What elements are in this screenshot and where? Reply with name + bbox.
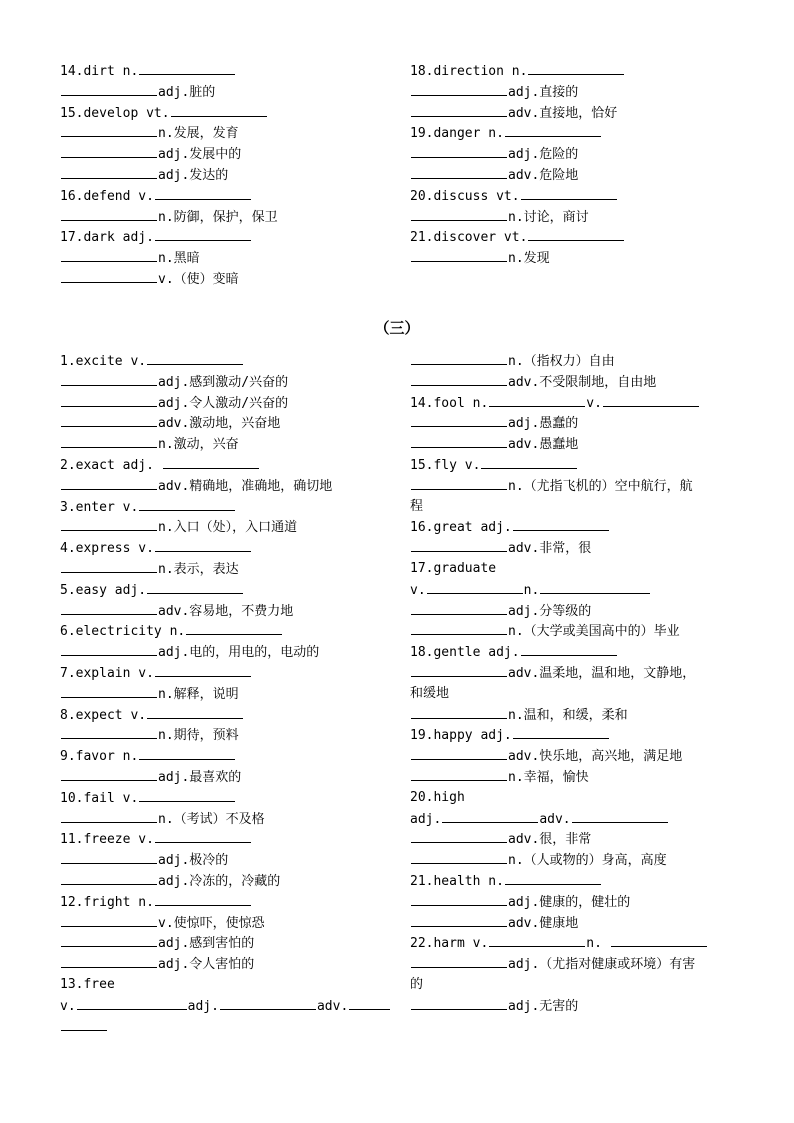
- vocab-line: [60, 61, 390, 82]
- vocab-line: [60, 601, 390, 622]
- answer-blank[interactable]: [61, 1017, 107, 1031]
- answer-blank[interactable]: [411, 248, 507, 262]
- answer-blank[interactable]: [61, 476, 157, 490]
- answer-blank[interactable]: [171, 103, 267, 117]
- definition-text: adj.令人激动/兴奋的: [158, 395, 289, 411]
- answer-blank[interactable]: [61, 913, 157, 927]
- vocab-line: [60, 642, 390, 663]
- vocab-line: [60, 393, 390, 414]
- vocab-line: [60, 123, 390, 144]
- answer-blank[interactable]: [61, 413, 157, 427]
- definition-text: adj.愚蠢的: [508, 416, 579, 432]
- vocab-line: [60, 705, 390, 726]
- definition-text: n.（指权力）自由: [508, 354, 615, 369]
- word-label: 22.harm v.: [410, 936, 489, 952]
- answer-blank[interactable]: [411, 538, 507, 552]
- definition-text: adv.非常，很: [508, 541, 592, 557]
- answer-blank[interactable]: [61, 559, 157, 573]
- vocab-line: [410, 497, 740, 518]
- answer-blank[interactable]: [411, 621, 507, 635]
- definition-text: adv.愚蠢地: [508, 437, 579, 453]
- definition-text: n.（人或物的）身高，高度: [508, 853, 667, 869]
- answer-blank[interactable]: [61, 871, 157, 885]
- vocab-line: [60, 538, 390, 559]
- answer-blank[interactable]: [186, 621, 282, 635]
- vocab-line: [60, 663, 390, 684]
- answer-blank[interactable]: [147, 705, 243, 719]
- word-label: 和缓地: [410, 685, 450, 701]
- word-label: 18.direction n.: [410, 64, 528, 79]
- answer-blank[interactable]: [61, 144, 157, 158]
- answer-blank[interactable]: [481, 455, 577, 469]
- word-label: 16.great adj.: [410, 520, 512, 536]
- vocab-line: [60, 144, 390, 165]
- answer-blank[interactable]: [411, 663, 507, 677]
- answer-blank[interactable]: [61, 850, 157, 864]
- vocab-line: [410, 933, 740, 954]
- answer-blank[interactable]: [61, 207, 157, 221]
- word-label: 3.enter v.: [60, 499, 139, 515]
- answer-blank[interactable]: [61, 684, 157, 698]
- vocab-line: [60, 248, 390, 269]
- definition-text: adj.感到害怕的: [158, 936, 255, 952]
- vocab-line: [60, 82, 390, 103]
- vocab-line: [410, 393, 740, 414]
- vocab-line: [60, 996, 390, 1017]
- definition-text: adj.极冷的: [158, 853, 229, 869]
- answer-blank[interactable]: [411, 767, 507, 781]
- answer-blank[interactable]: [611, 933, 707, 947]
- vocab-line: [60, 809, 390, 830]
- answer-blank[interactable]: [489, 933, 585, 947]
- answer-blank[interactable]: [61, 82, 157, 96]
- word-label: 10.fail v.: [60, 790, 139, 806]
- answer-blank[interactable]: [411, 476, 507, 490]
- answer-blank[interactable]: [528, 61, 624, 75]
- answer-blank[interactable]: [411, 82, 507, 96]
- answer-blank[interactable]: [411, 913, 507, 927]
- vocab-line: [410, 165, 740, 186]
- answer-blank[interactable]: [61, 601, 157, 615]
- definition-text: adv.危险地: [508, 167, 579, 183]
- definition-text: n.表示，表达: [158, 561, 239, 577]
- vocab-line: [410, 248, 740, 269]
- vocab-line: [60, 372, 390, 393]
- vocab-line: [60, 497, 390, 518]
- definition-text: adv.健康地: [508, 915, 579, 931]
- vocab-line: [60, 413, 390, 434]
- definition-text: adj.无害的: [508, 998, 579, 1014]
- answer-blank[interactable]: [163, 455, 259, 469]
- answer-blank[interactable]: [61, 165, 157, 179]
- definition-text: n.期待，预料: [158, 728, 239, 744]
- answer-blank[interactable]: [349, 996, 390, 1010]
- definition-text: n.讨论，商讨: [508, 209, 589, 225]
- vocab-line: [410, 61, 740, 82]
- vocab-line: [410, 892, 740, 913]
- vocab-line: [410, 601, 740, 622]
- vocab-line: [410, 850, 740, 871]
- definition-text: n.发现: [508, 251, 550, 267]
- definition-text: adj.冷冻的，冷藏的: [158, 873, 281, 889]
- answer-blank[interactable]: [155, 829, 251, 843]
- word-label: adj.: [410, 811, 442, 827]
- vocab-line: [60, 933, 390, 954]
- word-label: 的: [410, 976, 424, 992]
- definition-text: n.防御，保护，保卫: [158, 209, 278, 225]
- definition-text: adj.分等级的: [508, 603, 592, 619]
- answer-blank[interactable]: [61, 933, 157, 947]
- vocab-line: [410, 809, 740, 830]
- vocab-line: [410, 351, 740, 372]
- definition-text: n.（尤指飞机的）空中航行，航: [508, 478, 693, 494]
- definition-text: n.: [586, 936, 610, 952]
- bottom-left-column: [60, 351, 390, 1037]
- answer-blank[interactable]: [603, 393, 699, 407]
- answer-blank[interactable]: [489, 393, 585, 407]
- top-left-column: [60, 61, 390, 290]
- definition-text: n.幸福，愉快: [508, 769, 589, 785]
- definition-text: n.（大学或美国高中的）毕业: [508, 624, 680, 640]
- word-label: 15.develop vt.: [60, 105, 170, 121]
- vocab-line: [410, 954, 740, 975]
- vocab-line: [410, 144, 740, 165]
- vocab-line: [410, 684, 740, 705]
- vocab-line: [410, 559, 740, 580]
- answer-blank[interactable]: [139, 497, 235, 511]
- answer-blank[interactable]: [427, 580, 523, 594]
- answer-blank[interactable]: [61, 642, 157, 656]
- word-label: 17.dark adj.: [60, 230, 154, 246]
- answer-blank[interactable]: [411, 601, 507, 615]
- word-label: 19.danger n.: [410, 126, 504, 142]
- definition-text: n.发展，发育: [158, 126, 239, 142]
- word-label: v.: [410, 582, 426, 598]
- vocab-line: [410, 913, 740, 934]
- definition-text: adv.很，非常: [508, 832, 592, 848]
- vocab-line: [410, 788, 740, 809]
- definition-text: adv.温柔地，温和地，文静地，: [508, 665, 696, 681]
- vocab-line: [60, 850, 390, 871]
- word-label: 8.expect v.: [60, 707, 147, 723]
- word-label: 12.fright n.: [60, 894, 154, 910]
- vocab-line: [60, 269, 390, 290]
- word-label: 21.discover vt.: [410, 230, 528, 246]
- answer-blank[interactable]: [411, 746, 507, 760]
- answer-blank[interactable]: [61, 954, 157, 968]
- word-label: 14.dirt n.: [60, 64, 139, 79]
- definition-text: adj.电的，用电的，电动的: [158, 645, 320, 661]
- word-label: 14.fool n.: [410, 395, 489, 411]
- word-label: 20.high: [410, 789, 465, 805]
- answer-blank[interactable]: [139, 61, 235, 75]
- answer-blank[interactable]: [155, 227, 251, 241]
- vocab-line: [410, 580, 740, 601]
- vocab-line: [410, 829, 740, 850]
- word-label: 18.gentle adj.: [410, 645, 520, 661]
- answer-blank[interactable]: [411, 705, 507, 719]
- answer-blank[interactable]: [411, 103, 507, 117]
- answer-blank[interactable]: [528, 227, 624, 241]
- vocab-line: [60, 517, 390, 538]
- vocab-line: [410, 517, 740, 538]
- answer-blank[interactable]: [572, 809, 668, 823]
- answer-blank[interactable]: [155, 892, 251, 906]
- vocab-line: [410, 705, 740, 726]
- answer-blank[interactable]: [411, 165, 507, 179]
- definition-text: adv.精确地，准确地，确切地: [158, 478, 333, 494]
- definition-text: adj.发达的: [158, 167, 229, 183]
- vocab-line: [410, 725, 740, 746]
- answer-blank[interactable]: [411, 829, 507, 843]
- vocab-line: [410, 767, 740, 788]
- definition-text: adv.不受限制地，自由地: [508, 374, 657, 390]
- vocab-line: [60, 954, 390, 975]
- answer-blank[interactable]: [61, 725, 157, 739]
- definition-text: n.: [523, 582, 540, 598]
- bottom-right-column: [410, 351, 740, 1017]
- answer-blank[interactable]: [61, 517, 157, 531]
- vocab-line: [410, 476, 740, 497]
- answer-blank[interactable]: [411, 434, 507, 448]
- vocab-line: [60, 165, 390, 186]
- definition-text: adj.脏的: [158, 84, 216, 100]
- word-label: 2.exact adj.: [60, 457, 162, 473]
- definition-text: adv.激动地，兴奋地: [158, 416, 281, 432]
- answer-blank[interactable]: [61, 372, 157, 386]
- vocab-line: [410, 871, 740, 892]
- definition-text: n.黑暗: [158, 251, 200, 267]
- word-label: 20.discuss vt.: [410, 188, 520, 204]
- answer-blank[interactable]: [513, 725, 609, 739]
- vocab-line: [60, 621, 390, 642]
- vocab-line: [60, 913, 390, 934]
- word-label: 15.fly v.: [410, 457, 481, 473]
- definition-text: n.解释，说明: [158, 686, 239, 702]
- answer-blank[interactable]: [61, 393, 157, 407]
- definition-text: adj.令人害怕的: [158, 957, 255, 973]
- definition-text: adj.: [187, 998, 219, 1014]
- definition-text: n.温和，和缓，柔和: [508, 707, 628, 723]
- definition-text: v.: [586, 395, 602, 411]
- answer-blank[interactable]: [147, 580, 243, 594]
- vocab-line: [410, 975, 740, 996]
- vocab-line: [60, 892, 390, 913]
- vocab-line: [60, 580, 390, 601]
- vocab-line: [60, 227, 390, 248]
- vocab-line: [410, 227, 740, 248]
- vocab-line: [60, 476, 390, 497]
- word-label: 16.defend v.: [60, 188, 154, 204]
- word-label: 9.favor n.: [60, 749, 139, 765]
- top-right-column: [410, 61, 740, 269]
- vocab-line: [410, 103, 740, 124]
- definition-text: adj.直接的: [508, 84, 579, 100]
- vocab-line: [60, 434, 390, 455]
- vocab-line: [410, 82, 740, 103]
- definition-text: adj.（尤指对健康或环境）有害: [508, 957, 696, 973]
- answer-blank[interactable]: [505, 123, 601, 137]
- word-label: 5.easy adj.: [60, 582, 147, 598]
- answer-blank[interactable]: [77, 996, 187, 1010]
- answer-blank[interactable]: [411, 892, 507, 906]
- answer-blank[interactable]: [411, 144, 507, 158]
- answer-blank[interactable]: [411, 351, 507, 365]
- vocab-line: [60, 829, 390, 850]
- answer-blank[interactable]: [155, 663, 251, 677]
- vocab-line: [410, 663, 740, 684]
- vocab-line: [60, 725, 390, 746]
- section-heading: （三）: [374, 319, 420, 337]
- definition-text: adv.直接地，恰好: [508, 105, 618, 121]
- vocab-line: [410, 538, 740, 559]
- definition-text: adv.: [539, 811, 571, 827]
- answer-blank[interactable]: [147, 351, 243, 365]
- definition-text: adj.健康的，健壮的: [508, 894, 631, 910]
- answer-blank[interactable]: [513, 517, 609, 531]
- vocab-line: [60, 186, 390, 207]
- definition-text: n.激动，兴奋: [158, 437, 239, 453]
- answer-blank[interactable]: [521, 642, 617, 656]
- definition-text: adj.最喜欢的: [158, 769, 242, 785]
- definition-text: adj.感到激动/兴奋的: [158, 374, 289, 390]
- definition-text: n.（考试）不及格: [158, 811, 265, 827]
- definition-text: adj.危险的: [508, 147, 579, 163]
- vocab-line: [60, 788, 390, 809]
- answer-blank[interactable]: [61, 809, 157, 823]
- word-label: 7.explain v.: [60, 665, 154, 681]
- vocab-line: [60, 684, 390, 705]
- word-label: v.: [60, 998, 76, 1014]
- vocab-line: [60, 746, 390, 767]
- definition-text: adv.容易地，不费力地: [158, 603, 294, 619]
- answer-blank[interactable]: [61, 123, 157, 137]
- vocab-line: [410, 455, 740, 476]
- word-label: 13.free: [60, 976, 115, 992]
- vocab-line: [60, 767, 390, 788]
- definition-text: adv.: [316, 998, 349, 1014]
- answer-blank[interactable]: [411, 413, 507, 427]
- vocab-line: [410, 642, 740, 663]
- answer-blank[interactable]: [61, 248, 157, 262]
- vocab-line: [410, 207, 740, 228]
- definition-text: v.（使）变暗: [158, 271, 239, 287]
- word-label: 21.health n.: [410, 873, 504, 889]
- answer-blank[interactable]: [411, 850, 507, 864]
- answer-blank[interactable]: [61, 269, 157, 283]
- answer-blank[interactable]: [411, 996, 507, 1010]
- vocab-line: [410, 413, 740, 434]
- answer-blank[interactable]: [411, 372, 507, 386]
- answer-blank[interactable]: [505, 871, 601, 885]
- vocab-line: [60, 207, 390, 228]
- definition-text: n.入口（处），入口通道: [158, 520, 298, 536]
- answer-blank[interactable]: [411, 207, 507, 221]
- vocab-line: [410, 746, 740, 767]
- vocab-line: [410, 372, 740, 393]
- answer-blank[interactable]: [220, 996, 316, 1010]
- vocab-line: [60, 351, 390, 372]
- word-label: 11.freeze v.: [60, 832, 154, 848]
- answer-blank[interactable]: [61, 767, 157, 781]
- answer-blank[interactable]: [521, 186, 617, 200]
- word-label: 程: [410, 498, 424, 514]
- definition-text: adj.发展中的: [158, 147, 242, 163]
- vocab-line: [60, 103, 390, 124]
- vocab-line: [410, 186, 740, 207]
- word-label: 17.graduate: [410, 560, 497, 576]
- vocab-line: [60, 559, 390, 580]
- answer-blank[interactable]: [61, 434, 157, 448]
- definition-text: adv.快乐地，高兴地，满足地: [508, 749, 683, 765]
- word-label: 19.happy adj.: [410, 728, 512, 744]
- answer-blank[interactable]: [155, 186, 251, 200]
- word-label: 6.electricity n.: [60, 624, 186, 640]
- vocab-line: [410, 996, 740, 1017]
- answer-blank[interactable]: [155, 538, 251, 552]
- answer-blank[interactable]: [540, 580, 650, 594]
- vocab-line: [60, 455, 390, 476]
- answer-blank[interactable]: [442, 809, 538, 823]
- vocab-line: [60, 871, 390, 892]
- vocab-line: [60, 1017, 390, 1038]
- vocab-line: [60, 975, 390, 996]
- vocab-line: [410, 434, 740, 455]
- definition-text: v.使惊吓，使惊恐: [158, 915, 265, 931]
- answer-blank[interactable]: [139, 788, 235, 802]
- vocab-line: [410, 123, 740, 144]
- answer-blank[interactable]: [411, 954, 507, 968]
- word-label: 4.express v.: [60, 541, 154, 557]
- vocab-line: [410, 621, 740, 642]
- word-label: 1.excite v.: [60, 354, 147, 369]
- answer-blank[interactable]: [139, 746, 235, 760]
